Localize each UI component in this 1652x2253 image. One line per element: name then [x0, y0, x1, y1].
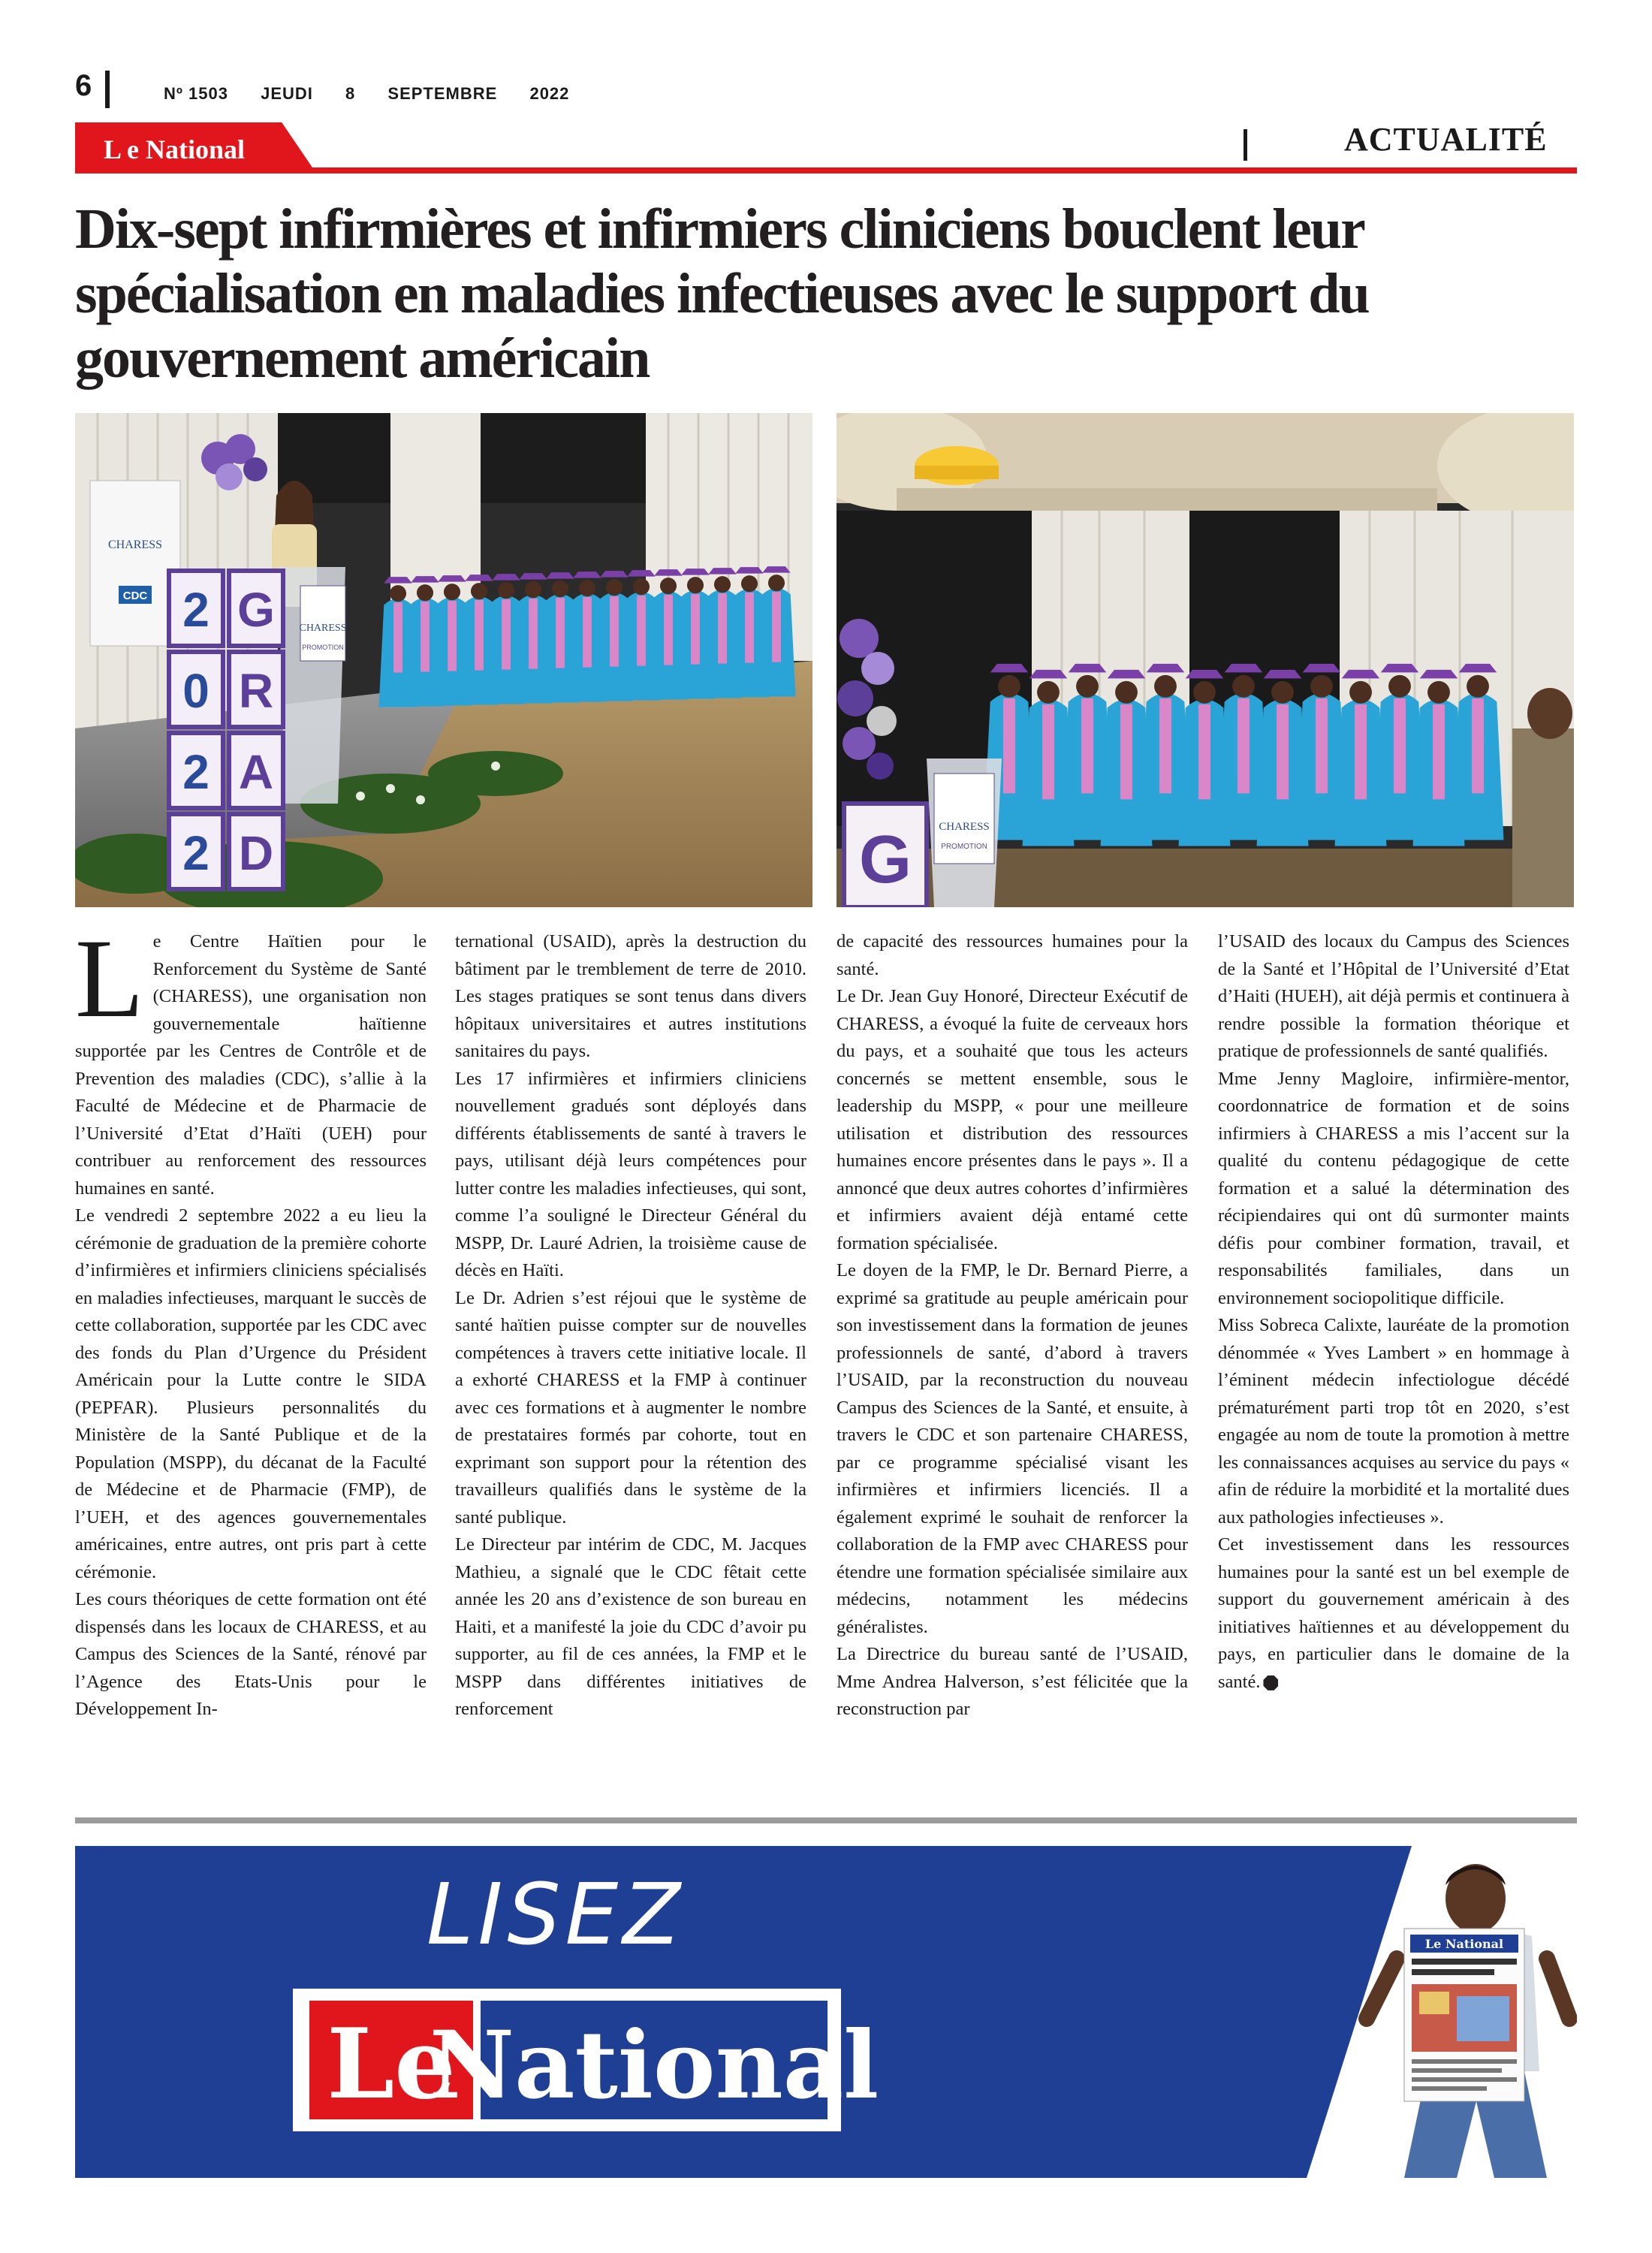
photo-graduation-speaker [75, 413, 812, 907]
issue-month: SEPTEMBRE [387, 84, 498, 103]
grad-block [229, 652, 283, 727]
ad-lisez: LISEZ [426, 1866, 686, 1964]
block-letter-g: G [858, 822, 912, 897]
paragraph: Le Directeur par intérim de CDC, M. Jacques Mathieu, a signalé que le CDC fêtait cette année les 20 ans d’existence de son bureau en Haiti, et a manifesté la joie du CDC d’avoir pu supporter, au fil de ces années, la FMP et le MSPP dans différentes initiatives de renforcement [455, 1534, 806, 1719]
paragraph: e Centre Haïtien pour le Renforcement du Système de Santé (CHARESS), une organisation non gouvernementale haïtienne supportée par les Centres de Contrôle et de Prevention des maladies (CDC), s’allie à la Faculté de Médecine et de Pharmacie de l’Université d’Etat d’Haïti (UEH) pour contribuer au renforcement des ressources humaines en santé. [75, 931, 427, 1199]
grad-block [169, 652, 223, 727]
paragraph: l’USAID des locaux du Campus des Sciences de la Santé et l’Hôpital de l’Université d’Etat d’Haiti (HUEH), ait déjà permis et continuera à rendre possible la formation théorique et pratique de professionnels de santé qualifiés. [1218, 931, 1569, 1061]
podium-brand-right: CHARESS [939, 821, 990, 833]
paragraph: Le doyen de la FMP, le Dr. Bernard Pierre, a exprimé sa gratitude au peuple américain pour son investissement dans la formation de jeunes professionnels de santé, d’abord à travers l’USAID, par la reconstruction du nouveau Campus des Sciences de la Santé, et ensuite, à travers le CDC et son partenaire CHARESS, par ce programme spécialisé visant les infirmières et infirmiers licenciés. Il a également exprimé le souhait de renforcer la collaboration de la FMP avec CHARESS pour étendre une formation spécialisée similaire aux médecins, notamment les médecins généralistes. [837, 1260, 1188, 1637]
paragraph: Le Dr. Jean Guy Honoré, Directeur Exécutif de CHARESS, a évoqué la fuite de cerveaux hors du pays, et a souhaité que tous les acteurs concernés se mettent ensemble, sous le leadership du MSPP, « pour une meilleure utilisation et distribution des ressources humaines encore présentes dans le pays ». Il a annoncé que deux autres cohortes d’infirmières et infirmiers avaient déjà entamé cette formation spécialisée. [837, 986, 1188, 1253]
paragraph [1218, 1531, 1569, 1696]
banner-cdc: CDC [122, 590, 148, 602]
grad-block-letter: D [238, 826, 274, 880]
podium-brand: CHARESS [299, 623, 347, 634]
paragraph: Le Dr. Adrien s’est réjoui que le système de santé haïtien puisse compter sur de nouvelles compétences à travers cette initiative locale. Il a exhorté CHARESS et la FMP à continuer avec ces formations et à augmenter le nombre de prestataires formés par cohorte, tout en exprimant son support pour la rétention des travailleurs qualifiés dans le système de la santé publique. [455, 1287, 806, 1528]
grad-block-letter: 2 [182, 826, 210, 880]
paragraph: Le vendredi 2 septembre 2022 a eu lieu la cérémonie de graduation de la première cohorte d’infirmières et infirmiers cliniciens spécialisés en maladies infectieuses, marquant le succès de cette collaboration, supportée par les CDC avec des fonds du Plan d’Urgence du Président Américain pour la Lutte contre le SIDA (PEPFAR). Plusieurs personnalités du Ministère de la Santé Publique et de la Population (MSPP), du décanat de la Faculté de Médecine et de Pharmacie (FMP), de l’UEH, et des agences gouvernementales américaines, entre autres, ont pris part à cette cérémonie. [75, 1205, 427, 1582]
article-column-2 [455, 928, 806, 1724]
paragraph: Mme Jenny Magloire, infirmière-mentor, coordonnatrice de formation et de soins infirmiers à CHARESS a mis l’accent sur la qualité du contenu pédagogique de cette formation et a salué la détermination des récipiendaires qui ont dû surmonter maints défis pour combiner formation, travail, et responsabilités familiales, dans un environnement sociopolitique difficile. [1218, 1068, 1569, 1308]
grad-block-letter: R [238, 664, 274, 718]
paragraph: de capacité des ressources humaines pour la santé. [837, 931, 1188, 979]
ad-national: National [429, 2011, 879, 2120]
section-divider [1244, 129, 1247, 161]
issue-date-day: 8 [345, 84, 356, 103]
header-rule [75, 167, 1577, 173]
grad-block-letter: G [237, 583, 275, 637]
article-headline: Dix-sept infirmières et infirmiers cliniciens bouclent leur spécialisation en maladies infectieuses avec le support du gouvernement américain [75, 198, 1369, 390]
podium-text: PROMOTION [302, 644, 344, 651]
banner-brand: CHARESS [107, 538, 163, 551]
mini-paper-brand: Le National [1424, 1937, 1504, 1951]
end-of-article-icon [1263, 1675, 1278, 1691]
grad-block-letter: 2 [182, 583, 210, 637]
grad-block [169, 571, 223, 646]
paragraph-text: Cet investissement dans les ressources humaines pour la santé est un bel exemple de support du gouvernement américain à des initiatives haïtiennes et au développement du pays, en particulier dans le domaine de la santé. [1218, 1534, 1569, 1692]
grad-block [229, 571, 283, 646]
article-column-1 [75, 916, 427, 1724]
paragraph: ternational (USAID), après la destruction du bâtiment par le tremblement de terre de 2010. Les stages pratiques se sont tenus dans divers hôpitaux universitaires et autres institutions sanitaires du pays. [455, 931, 806, 1061]
page-number-divider [105, 71, 110, 108]
paragraph: Miss Sobreca Calixte, lauréate de la promotion dénommée « Yves Lambert » en hommage à l’éminent médecin infectiologue décédé prématurément parti trop tôt en 2020, s’est engagée au nom de toute la promotion à mettre les connaissances acquises au service du pays « afin de réduire la morbidité et la mortalité dues aux pathologies infectieuses ». [1218, 1315, 1569, 1528]
grad-block-letter: 2 [182, 745, 210, 799]
podium-text-right: PROMOTION [941, 843, 987, 851]
page-number: 6 [75, 69, 92, 102]
issue-year: 2022 [529, 84, 570, 103]
ad-le: Le [327, 2008, 456, 2121]
section-label: ACTUALITÉ [1344, 121, 1548, 158]
issue-dateline [164, 84, 596, 104]
article-end-rule [75, 1817, 1577, 1823]
grad-block-letter: 0 [182, 664, 210, 718]
grad-block-letter: A [238, 745, 274, 799]
grad-block [169, 814, 223, 889]
paragraph: La Directrice du bureau santé de l’USAID, Mme Andrea Halverson, s’est félicitée que la reconstruction par [837, 1644, 1188, 1719]
brand-name: L e National [104, 134, 246, 164]
grad-block [229, 733, 283, 808]
issue-number: Nº 1503 [164, 84, 228, 103]
paragraph: Les 17 infirmières et infirmiers cliniciens nouvellement gradués sont déployés dans différents établissements de santé à travers le pays, utilisant déjà leurs compétences pour lutter contre les maladies infectieuses, qui sont, comme l’a souligné le Directeur Général du MSPP, Dr. Lauré Adrien, la troisième cause de décès en Haïti. [455, 1068, 806, 1280]
article-column-4 [1218, 928, 1569, 1696]
paragraph: Les cours théoriques de cette formation ont été dispensés dans les locaux de CHARESS, et au Campus des Sciences de la Santé, rénové par l’Agence des Etats-Unis pour le Développement In- [75, 1589, 427, 1719]
drop-cap: L [75, 916, 144, 1041]
newspaper-ad-banner[interactable] [75, 1846, 1577, 2178]
photo-graduates-standing [837, 413, 1574, 907]
article-column-3 [837, 928, 1188, 1724]
grad-block [169, 733, 223, 808]
grad-block [229, 814, 283, 889]
issue-day: JEUDI [261, 84, 313, 103]
